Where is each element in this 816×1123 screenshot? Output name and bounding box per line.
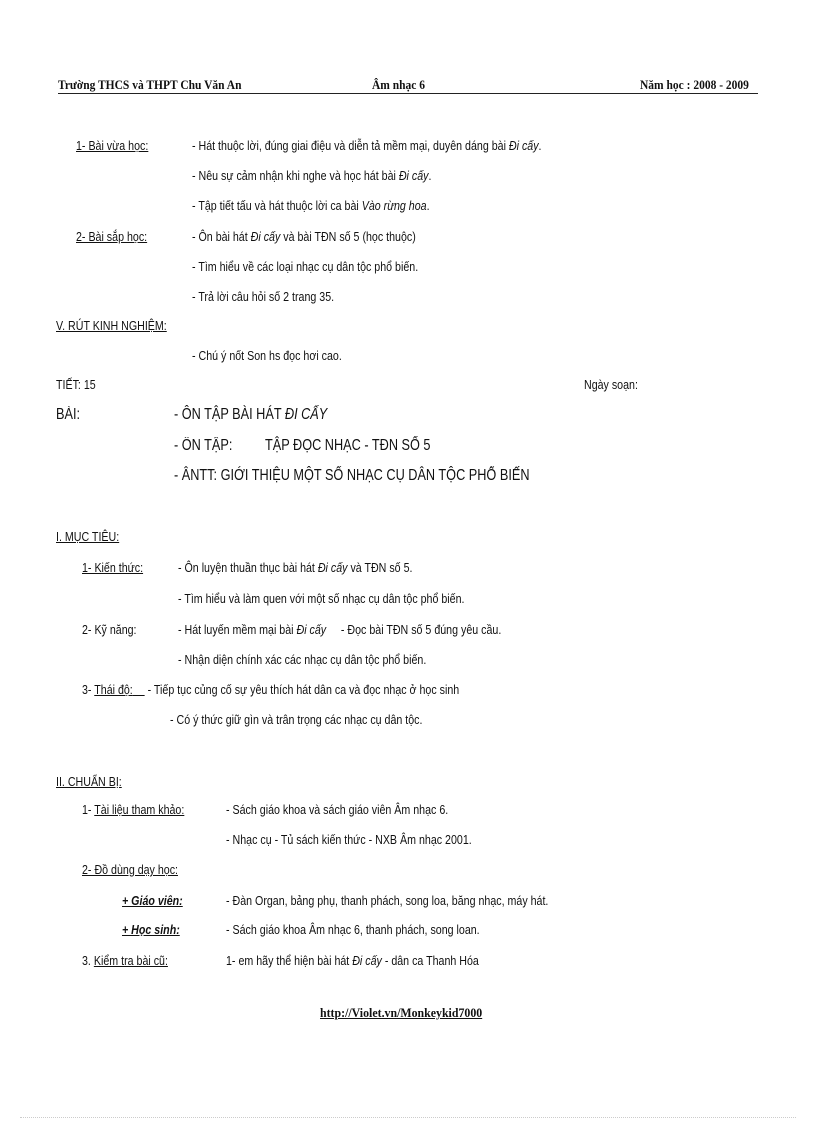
knowledge-item: - Tìm hiểu và làm quen với một số nhạc cụ dân tộc phổ biến.: [178, 591, 465, 606]
page-bottom-divider: [20, 1117, 796, 1118]
old-lesson-check-item: 1- em hãy thể hiện bài hát Đi cấy - dân ca Thanh Hóa: [226, 953, 479, 968]
experience-heading: V. RÚT KINH NGHIỆM:: [56, 318, 167, 333]
skills-item: - Hát luyến mềm mại bài Đi cấy - Đọc bài TĐN số 5 đúng yêu cầu.: [178, 622, 502, 637]
next-item: - Trả lời câu hỏi số 2 trang 35.: [192, 289, 335, 304]
knowledge-item: - Ôn luyện thuần thục bài hát Đi cấy và TĐN số 5.: [178, 560, 413, 575]
next-label: 2- Bài sắp học:: [76, 229, 148, 244]
student-label: + Học sinh:: [122, 922, 180, 937]
attitude-item: - Có ý thức giữ gìn và trân trọng các nhạc cụ dân tộc.: [170, 712, 423, 727]
student-items: - Sách giáo khoa Âm nhạc 6, thanh phách, song loan.: [226, 922, 480, 937]
skills-label: 2- Kỹ năng:: [82, 622, 137, 637]
lesson-line-1: - ÔN TẬP BÀI HÁT ĐI CẤY: [174, 406, 328, 423]
learned-item: - Nêu sự cảm nhận khi nghe và học hát bài Đi cấy.: [192, 168, 432, 183]
header-subject: Âm nhạc 6: [372, 78, 426, 92]
lesson-period: TIẾT: 15: [56, 377, 96, 392]
header-school: Trường THCS và THPT Chu Văn An: [58, 78, 242, 92]
learned-label: 1- Bài vừa học:: [76, 138, 149, 153]
lesson-line-2b: TẬP ĐỌC NHẠC - TĐN SỐ 5: [265, 437, 431, 454]
attitude-line: 3- Thái độ: - Tiếp tục củng cố sự yêu thích hát dân ca và đọc nhạc ở học sinh: [82, 682, 460, 697]
next-item: - Ôn bài hát Đi cấy và bài TĐN số 5 (học thuộc): [192, 229, 416, 244]
objectives-heading: I. MỤC TIÊU:: [56, 529, 120, 544]
header-rule: [58, 93, 758, 94]
teacher-items: - Đàn Organ, bảng phụ, thanh phách, song loa, băng nhạc, máy hát.: [226, 893, 549, 908]
lesson-bai-label: BÀI:: [56, 406, 81, 423]
header-year: Năm học : 2008 - 2009: [640, 78, 749, 92]
lesson-line-3: - ÂNTT: GIỚI THIỆU MỘT SỐ NHẠC CỤ DÂN TỘC PHỔ BIẾN: [174, 467, 530, 484]
reference-item: - Sách giáo khoa và sách giáo viên Âm nhạc 6.: [226, 802, 449, 817]
footer-link[interactable]: http://Violet.vn/Monkeykid7000: [320, 1006, 483, 1020]
reference-item: - Nhạc cụ - Tủ sách kiến thức - NXB Âm nhạc 2001.: [226, 832, 472, 847]
prep-heading: II. CHUẨN BỊ:: [56, 774, 122, 789]
next-item: - Tìm hiểu về các loại nhạc cụ dân tộc phổ biến.: [192, 259, 419, 274]
learned-item: - Tập tiết tấu và hát thuộc lời ca bài Vào rừng hoa.: [192, 198, 430, 213]
experience-note: - Chú ý nốt Son hs đọc hơi cao.: [192, 348, 342, 363]
reference-line-label: 1- Tài liệu tham khảo:: [82, 802, 185, 817]
teacher-label: + Giáo viên:: [122, 893, 183, 908]
lesson-date-label: Ngày soạn:: [584, 377, 638, 392]
skills-item: - Nhận diện chính xác các nhạc cụ dân tộc phổ biến.: [178, 652, 427, 667]
learned-item: - Hát thuộc lời, đúng giai điệu và diễn tả mềm mại, duyên dáng bài Đi cấy.: [192, 138, 542, 153]
tools-label: 2- Đồ dùng dạy học:: [82, 862, 179, 877]
lesson-line-2a: - ÔN TẬP:: [174, 437, 233, 454]
knowledge-label: 1- Kiến thức:: [82, 560, 144, 575]
old-lesson-check-label: 3. Kiểm tra bài cũ:: [82, 953, 168, 968]
